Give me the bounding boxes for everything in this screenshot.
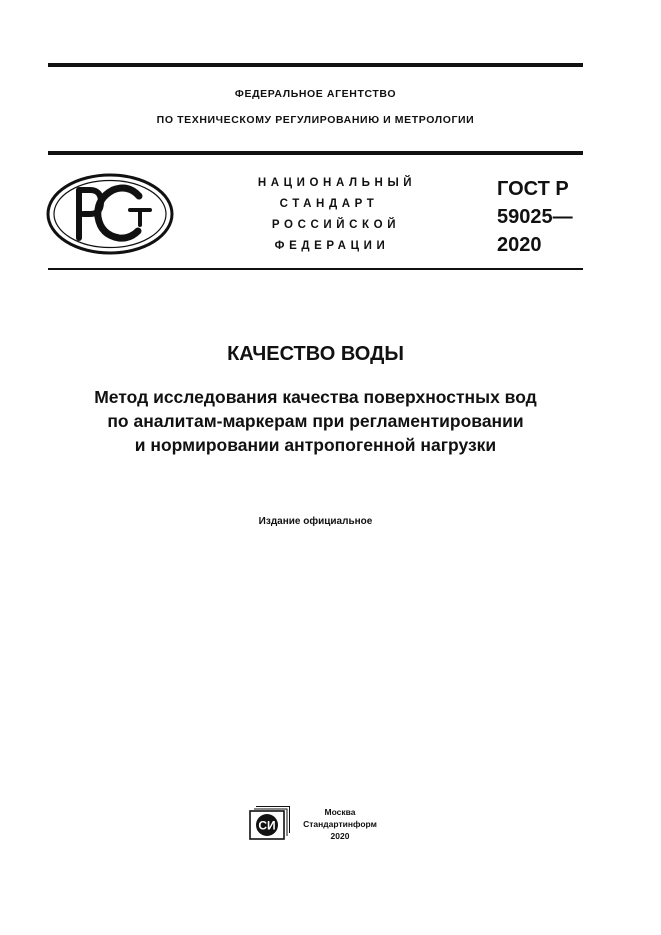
publisher-year: 2020 — [330, 831, 350, 841]
agency-name-line-1: ФЕДЕРАЛЬНОЕ АГЕНТСТВО — [234, 88, 397, 100]
top-rule — [48, 63, 583, 67]
gost-designation — [497, 175, 573, 259]
standard-type-line: ФЕДЕРАЦИИ — [274, 240, 390, 252]
agency-name-line-2: ПО ТЕХНИЧЕСКОМУ РЕГУЛИРОВАНИЮ И МЕТРОЛОГИИ — [156, 114, 475, 126]
publisher-logo-text: СИ — [258, 818, 276, 833]
gost-line-3: 2020 — [497, 234, 542, 256]
subtitle-line: по аналитам-маркерам при регламентировании — [107, 411, 524, 431]
gost-line-1: ГОСТ Р — [497, 178, 569, 200]
rst-gost-emblem-icon — [46, 173, 174, 255]
standard-type-line: СТАНДАРТ — [279, 198, 379, 210]
document-title: КАЧЕСТВО ВОДЫ — [227, 343, 404, 365]
standartinform-logo-icon — [249, 806, 290, 840]
standard-type-block — [230, 177, 440, 261]
publisher-block — [293, 806, 387, 842]
gost-line-2: 59025— — [497, 206, 573, 228]
subtitle-line: и нормировании антропогенной нагрузки — [134, 435, 497, 455]
standard-type-line: НАЦИОНАЛЬНЫЙ — [257, 177, 417, 189]
publisher-city: Москва — [324, 807, 356, 817]
edition-label: Издание официальное — [258, 516, 373, 527]
standard-type-line: РОССИЙСКОЙ — [271, 219, 401, 231]
subtitle-line: Метод исследования качества поверхностных вод — [94, 387, 537, 407]
middle-rule — [48, 151, 583, 155]
publisher-name: Стандартинформ — [303, 819, 377, 829]
document-subtitle — [48, 385, 583, 457]
bottom-rule — [48, 268, 583, 270]
